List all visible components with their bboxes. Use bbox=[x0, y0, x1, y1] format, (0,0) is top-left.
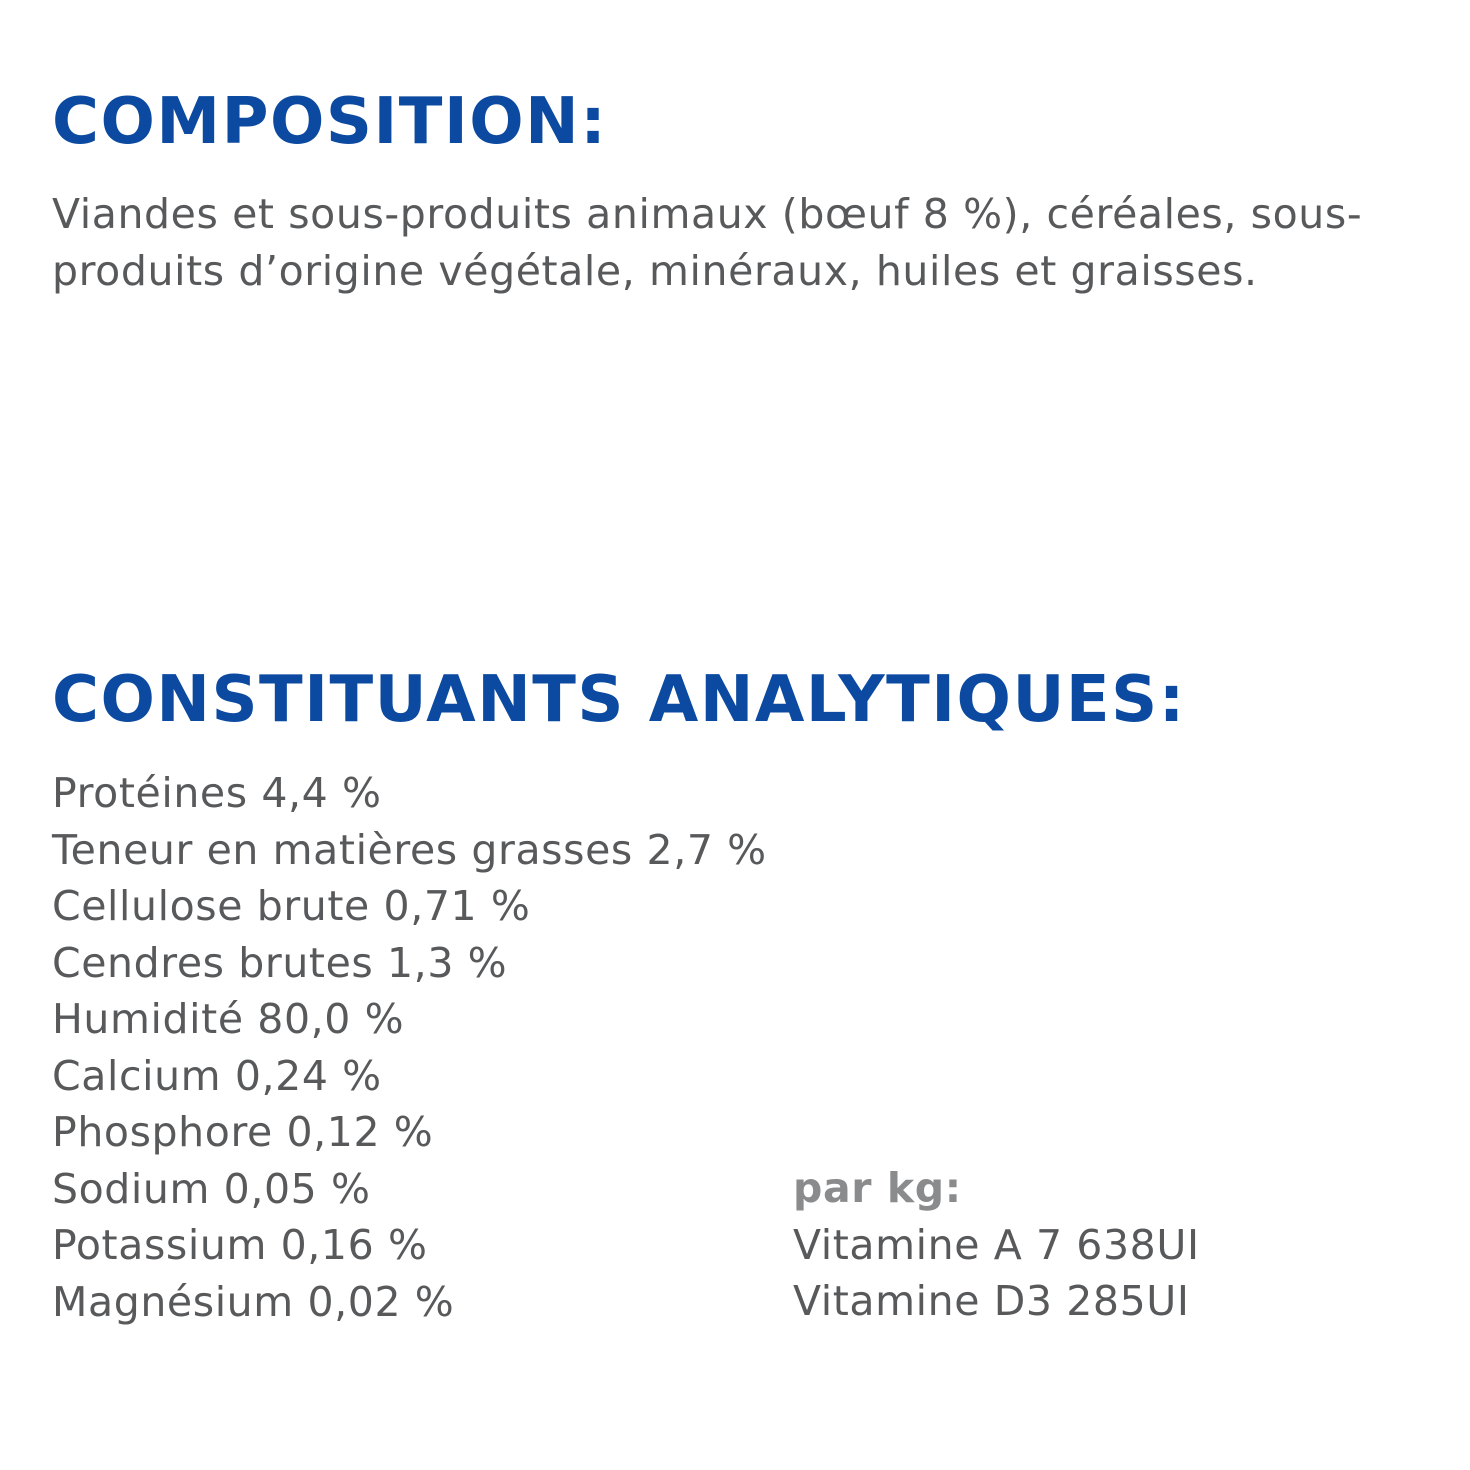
vitamin-list bbox=[793, 1217, 1200, 1330]
constituent-item: Sodium 0,05 % bbox=[52, 1164, 371, 1213]
constituent-item: Potassium 0,16 % bbox=[52, 1221, 428, 1269]
constituent-item: Cendres brutes 1,3 % bbox=[52, 938, 508, 987]
vitamin-item: Vitamine A 7 638UI bbox=[793, 1220, 1200, 1269]
analytical-constituents-list bbox=[52, 765, 767, 1330]
analytical-constituents-heading: CONSTITUANTS ANALYTIQUES: bbox=[52, 663, 1186, 737]
constituent-item: Magnésium 0,02 % bbox=[52, 1277, 455, 1326]
constituent-item: Teneur en matières grasses 2,7 % bbox=[52, 825, 767, 874]
constituent-item: Phosphore 0,12 % bbox=[52, 1108, 434, 1156]
constituent-item: Calcium 0,24 % bbox=[52, 1051, 382, 1100]
composition-heading: COMPOSITION: bbox=[52, 85, 608, 159]
vitamin-item: Vitamine D3 285UI bbox=[793, 1277, 1190, 1325]
constituent-item: Humidité 80,0 % bbox=[52, 995, 405, 1043]
per-kg-heading: par kg: bbox=[793, 1164, 962, 1212]
constituent-item: Protéines 4,4 % bbox=[52, 769, 382, 817]
constituent-item: Cellulose brute 0,71 % bbox=[52, 882, 531, 930]
per-kg-section bbox=[793, 1160, 1200, 1330]
composition-text: Viandes et sous-produits animaux (bœuf 8 %), céréales, sous-produits d’origine végétale, minéraux, huiles et graisses. bbox=[52, 190, 1363, 295]
